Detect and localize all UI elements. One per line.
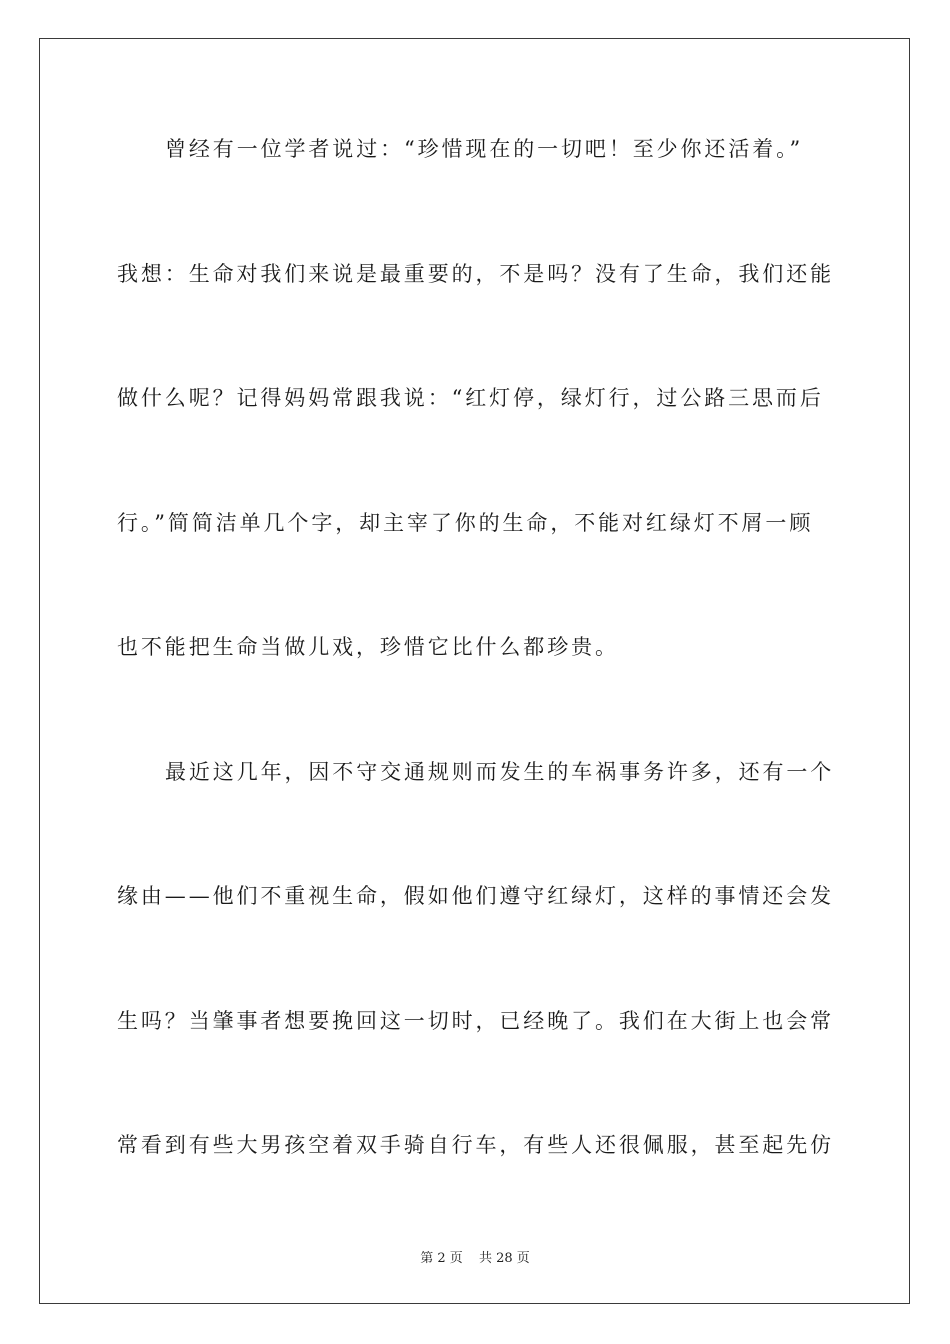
page-number: 第 2 页 [420,1251,463,1266]
text-line: 生吗？当肇事者想要挽回这一切时，已经晚了。我们在大街上也会常 [117,1009,834,1033]
total-pages: 共 28 页 [478,1251,530,1266]
text-line: 最近这几年，因不守交通规则而发生的车祸事务许多，还有一个 [165,760,835,784]
text-line: 做什么呢？记得妈妈常跟我说：“红灯停，绿灯行，过公路三思而后 [117,386,824,410]
text-line: 常看到有些大男孩空着双手骑自行车，有些人还很佩服，甚至起先仿 [117,1133,834,1157]
text-line: 行。”简简洁单几个字，却主宰了你的生命，不能对红绿灯不屑一顾 [117,511,814,535]
page-footer [0,1247,950,1266]
text-line: 缘由——他们不重视生命，假如他们遵守红绿灯，这样的事情还会发 [117,884,834,908]
text-line: 也不能把生命当做儿戏，珍惜它比什么都珍贵。 [117,635,619,659]
text-line: 曾经有一位学者说过：“珍惜现在的一切吧！至少你还活着。” [165,137,804,161]
text-line: 我想：生命对我们来说是最重要的，不是吗？没有了生命，我们还能 [117,262,834,286]
page-border [39,38,910,1304]
